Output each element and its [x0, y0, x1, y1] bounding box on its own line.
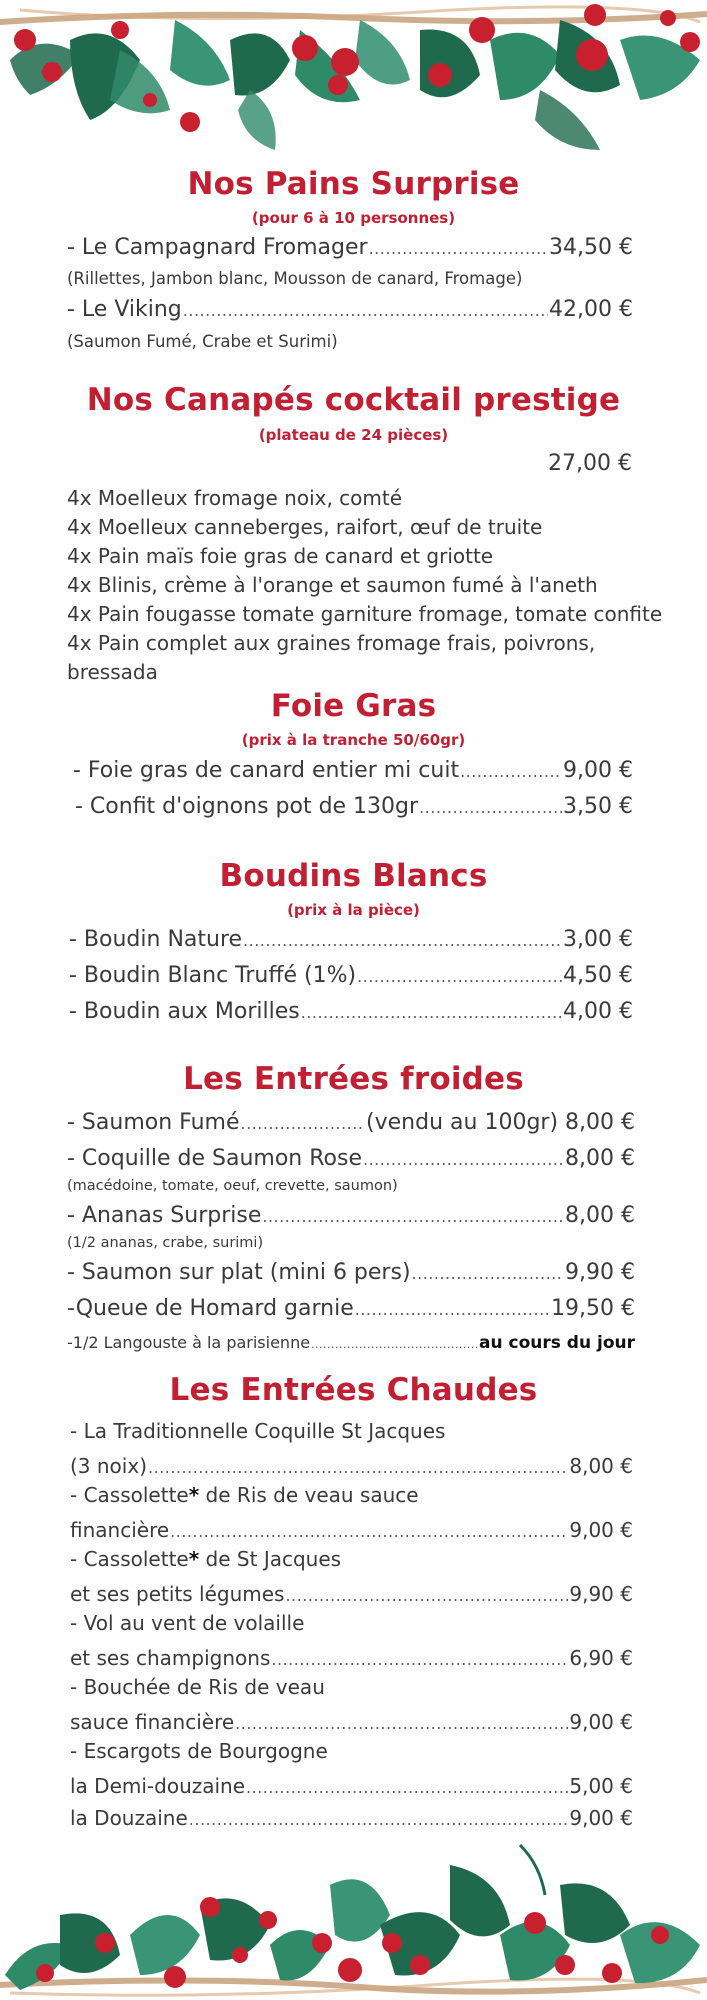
section-title-boudins: Boudins Blancs	[219, 858, 488, 894]
item-note: (Saumon Fumé, Crabe et Surimi)	[67, 332, 338, 351]
item-label: la Douzaine	[70, 1806, 188, 1830]
item-price: au cours du jour	[479, 1333, 635, 1353]
item-price: 9,00 €	[569, 1806, 633, 1830]
item-label: - Le Campagnard Fromager	[67, 235, 368, 260]
menu-item	[67, 1108, 635, 1139]
item-label: - Ananas Surprise	[67, 1203, 262, 1228]
item-label: - Boudin Blanc Truffé (1%)	[69, 963, 357, 988]
bottom-holly-garland	[0, 1825, 707, 2000]
item-price: 5,00 €	[569, 1774, 633, 1798]
item-price: 4,50 €	[563, 963, 633, 988]
item-price: 9,90 €	[565, 1260, 635, 1285]
canape-line: 4x Blinis, crème à l'orange et saumon fumé à l'aneth	[67, 573, 598, 597]
item-label: - Boudin Nature	[69, 927, 243, 952]
item-label: - Le Viking	[67, 297, 182, 322]
item-label: et ses petits légumes	[70, 1582, 285, 1606]
item-label: - Saumon Fumé	[67, 1110, 240, 1135]
item-first-line: - La Traditionnelle Coquille St Jacques	[70, 1419, 446, 1443]
canape-line: 4x Pain maïs foie gras de canard et griotte	[67, 544, 494, 568]
menu-item	[69, 925, 633, 956]
menu-item	[70, 1643, 633, 1675]
item-label: et ses champignons	[70, 1646, 271, 1670]
item-label: financière	[70, 1518, 170, 1542]
menu-item	[70, 1707, 633, 1739]
item-price: (vendu au 100gr) 8,00 €	[366, 1110, 635, 1135]
item-price: 3,00 €	[563, 927, 633, 952]
item-price: 8,00 €	[569, 1454, 633, 1478]
canape-line: 4x Pain fougasse tomate garniture fromage, tomate confite	[67, 602, 663, 626]
menu-item	[69, 961, 633, 992]
menu-item	[70, 1579, 633, 1611]
menu-item	[67, 1144, 635, 1175]
holly-leaves-icon	[10, 20, 700, 150]
menu-item	[70, 1771, 633, 1803]
section-subtitle-foie-gras: (prix à la tranche 50/60gr)	[241, 731, 466, 749]
item-price: 42,00 €	[549, 297, 633, 322]
section-subtitle-boudins: (prix à la pièce)	[287, 901, 420, 919]
menu-item	[67, 233, 633, 264]
item-price: 34,50 €	[549, 235, 633, 260]
menu-item	[67, 295, 633, 326]
item-price: 4,00 €	[563, 999, 633, 1024]
top-holly-garland	[0, 0, 707, 165]
item-first-line: - Cassolette* de Ris de veau sauce	[70, 1483, 419, 1507]
section-title-canapes: Nos Canapés cocktail prestige	[86, 382, 621, 418]
item-label: sauce financière	[70, 1710, 235, 1734]
section-title-pains: Nos Pains Surprise	[187, 166, 520, 202]
item-first-line: - Vol au vent de volaille	[70, 1611, 305, 1635]
menu-item	[67, 1258, 635, 1289]
item-price: 19,50 €	[551, 1296, 635, 1321]
item-note: (1/2 ananas, crabe, surimi)	[67, 1235, 264, 1251]
item-label: - Coquille de Saumon Rose	[67, 1146, 362, 1171]
menu-item	[75, 792, 633, 823]
menu-item	[73, 756, 633, 787]
item-label: -1/2 Langouste à la parisienne	[67, 1333, 311, 1352]
item-first-line: - Escargots de Bourgogne	[70, 1739, 328, 1763]
canape-line: bressada	[67, 660, 158, 684]
canape-line: 4x Moelleux fromage noix, comté	[67, 486, 403, 510]
item-price: 9,00 €	[569, 1518, 633, 1542]
garland-branch-icon	[0, 1979, 707, 1995]
item-price: 6,90 €	[569, 1646, 633, 1670]
menu-item	[70, 1515, 633, 1547]
canape-line: 4x Pain complet aux graines fromage frais, poivrons,	[67, 631, 596, 655]
item-label: - Confit d'oignons pot de 130gr	[75, 794, 419, 819]
section-subtitle-canapes: (plateau de 24 pièces)	[258, 426, 449, 444]
item-price: 9,00 €	[569, 1710, 633, 1734]
item-price: 8,00 €	[565, 1146, 635, 1171]
item-label: - Foie gras de canard entier mi cuit	[73, 758, 460, 783]
item-note: (macédoine, tomate, oeuf, crevette, saumon)	[67, 1178, 398, 1194]
item-label: -Queue de Homard garnie	[67, 1296, 354, 1321]
item-price: 8,00 €	[565, 1203, 635, 1228]
menu-item	[67, 1328, 635, 1360]
item-label: la Demi-douzaine	[70, 1774, 246, 1798]
canapes-price: 27,00 €	[548, 451, 632, 476]
menu-item	[67, 1201, 635, 1232]
section-title-foie-gras: Foie Gras	[270, 688, 437, 724]
canape-line: 4x Moelleux canneberges, raifort, œuf de truite	[67, 515, 543, 539]
item-price: 3,50 €	[563, 794, 633, 819]
item-first-line: - Cassolette* de St Jacques	[70, 1547, 342, 1571]
menu-item	[70, 1451, 633, 1483]
item-price: 9,90 €	[569, 1582, 633, 1606]
item-price: 9,00 €	[563, 758, 633, 783]
item-label: (3 noix)	[70, 1454, 147, 1478]
item-label: - Boudin aux Morilles	[69, 999, 300, 1024]
item-label: - Saumon sur plat (mini 6 pers)	[67, 1260, 411, 1285]
menu-item	[67, 1294, 635, 1325]
section-subtitle-pains: (pour 6 à 10 personnes)	[251, 209, 456, 227]
item-note: (Rillettes, Jambon blanc, Mousson de canard, Fromage)	[67, 269, 523, 288]
menu-item	[69, 997, 633, 1028]
section-title-entrees-froides: Les Entrées froides	[183, 1061, 524, 1097]
section-title-entrees-chaudes: Les Entrées Chaudes	[169, 1372, 538, 1408]
item-first-line: - Bouchée de Ris de veau	[70, 1675, 325, 1699]
